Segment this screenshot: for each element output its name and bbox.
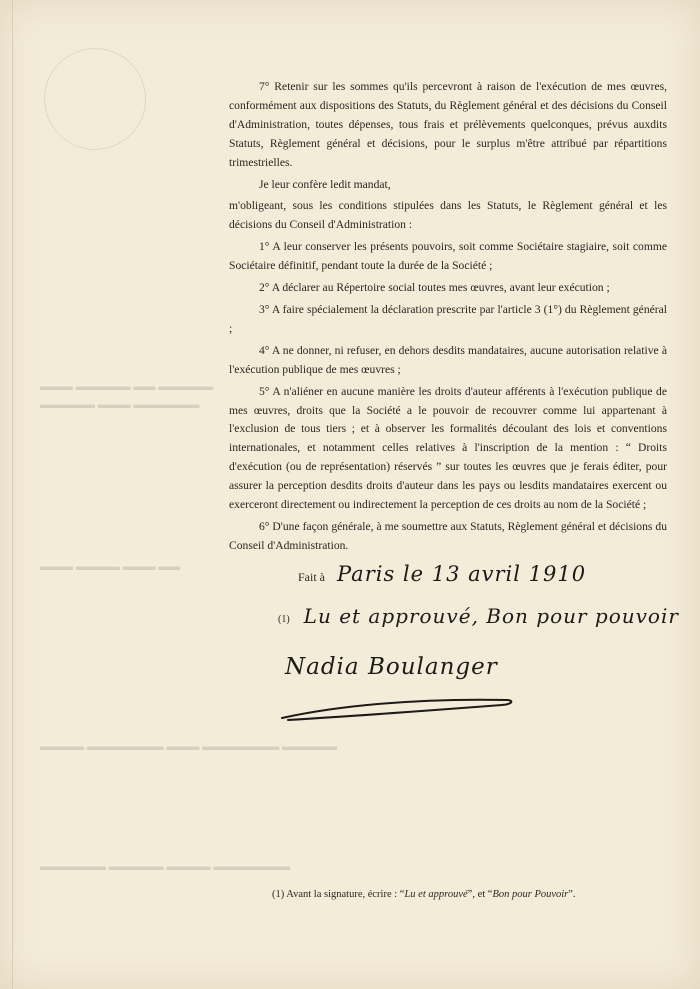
clause-7-withhold: 7° Retenir sur les sommes qu'ils percevront à raison de l'exécution de mes œuvres, conformément aux dispositions des Statuts, du Règlement général et des décisions du Conseil d'Administration, toutes dépenses, tous frais et prélèvements quelconques, prévus auxdits Statuts, Règlement général et décisions, pour le surplus m'être attribué par répartitions trimestrielles.: [229, 80, 667, 169]
obligation-1: 1° A leur conserver les présents pouvoirs, soit comme Sociétaire stagiaire, soit comme Sociétaire définitif, pendant toute la durée de la Société ;: [229, 240, 667, 273]
bleedthrough-text: ▬▬▬▬▬▬ ▬▬▬▬▬ ▬▬▬▬ ▬▬▬▬▬▬▬: [40, 861, 291, 873]
handwritten-signature: Nadia Boulanger: [285, 654, 498, 680]
bleedthrough-text: ▬▬▬▬ ▬▬▬▬▬▬▬ ▬▬▬ ▬▬▬▬▬▬▬ ▬▬▬▬▬: [40, 741, 337, 753]
faint-seal-bleedthrough: [44, 48, 146, 150]
approval-line: [278, 604, 679, 628]
place-date-line: [298, 562, 586, 586]
footnote-suffix: ”.: [568, 889, 576, 900]
bleedthrough-text: ▬▬▬▬▬ ▬▬▬ ▬▬▬▬▬▬: [40, 399, 200, 411]
fait-label: Fait à: [298, 570, 325, 584]
mandate-clauses: [229, 78, 667, 559]
obligation-6: 6° D'une façon générale, à me soumettre aux Statuts, Règlement général et décisions du Conseil d'Administration.: [229, 519, 667, 552]
obligation-3: 3° A faire spécialement la déclaration prescrite par l'article 3 (1°) du Règlement général ;: [229, 302, 667, 335]
paper-edge-line: [12, 0, 13, 989]
signature-flourish: [276, 688, 526, 728]
footnote-marker: (1): [278, 613, 290, 625]
footnote-quote-1: Lu et approuvé: [404, 889, 468, 900]
bleedthrough-text: ▬▬▬ ▬▬▬▬ ▬▬▬ ▬▬: [40, 561, 181, 573]
obligation-intro: m'obligeant, sous les conditions stipulées dans les Statuts, le Règlement général et les décisions du Conseil d'Administration :: [229, 199, 667, 232]
mandate-conferral: Je leur confère ledit mandat,: [259, 177, 391, 191]
footnote-quote-2: Bon pour Pouvoir: [492, 889, 569, 900]
signature-line: [285, 654, 498, 680]
footnote: [272, 889, 672, 900]
bleedthrough-text: ▬▬▬ ▬▬▬▬▬ ▬▬ ▬▬▬▬▬: [40, 381, 214, 393]
obligation-5: 5° A n'aliéner en aucune manière les droits d'auteur afférents à l'exécution publique de mes œuvres, droits que la Société a le pouvoir de recouvrer comme lui appartenant à l'exclusion de tous tiers ; et à observer les formalités découlant des lois et conventions internationales, et notamment celles relatives à l'inscription de la mention : “ Droits d'exécution (ou de représentation) réservés ” sur toutes les œuvres que je ferais éditer, pour assurer la perception desdits droits d'auteur dans les pays ou lesdits mandataires exercent ou exerceront directement ou indirectement la perception de ces droits au nom de la Société ;: [229, 384, 667, 512]
obligation-2: 2° A déclarer au Répertoire social toutes mes œuvres, avant leur exécution ;: [259, 281, 610, 295]
footnote-middle: ”, et “: [467, 889, 493, 900]
handwritten-approval: Lu et approuvé, Bon pour pouvoir: [303, 604, 679, 628]
obligation-4: 4° A ne donner, ni refuser, en dehors desdits mandataires, aucune autorisation relative à l'exécution publique de mes œuvres ;: [229, 343, 667, 376]
handwritten-place-date: Paris le 13 avril 1910: [337, 562, 587, 586]
footnote-prefix: (1) Avant la signature, écrire : “: [272, 889, 405, 900]
